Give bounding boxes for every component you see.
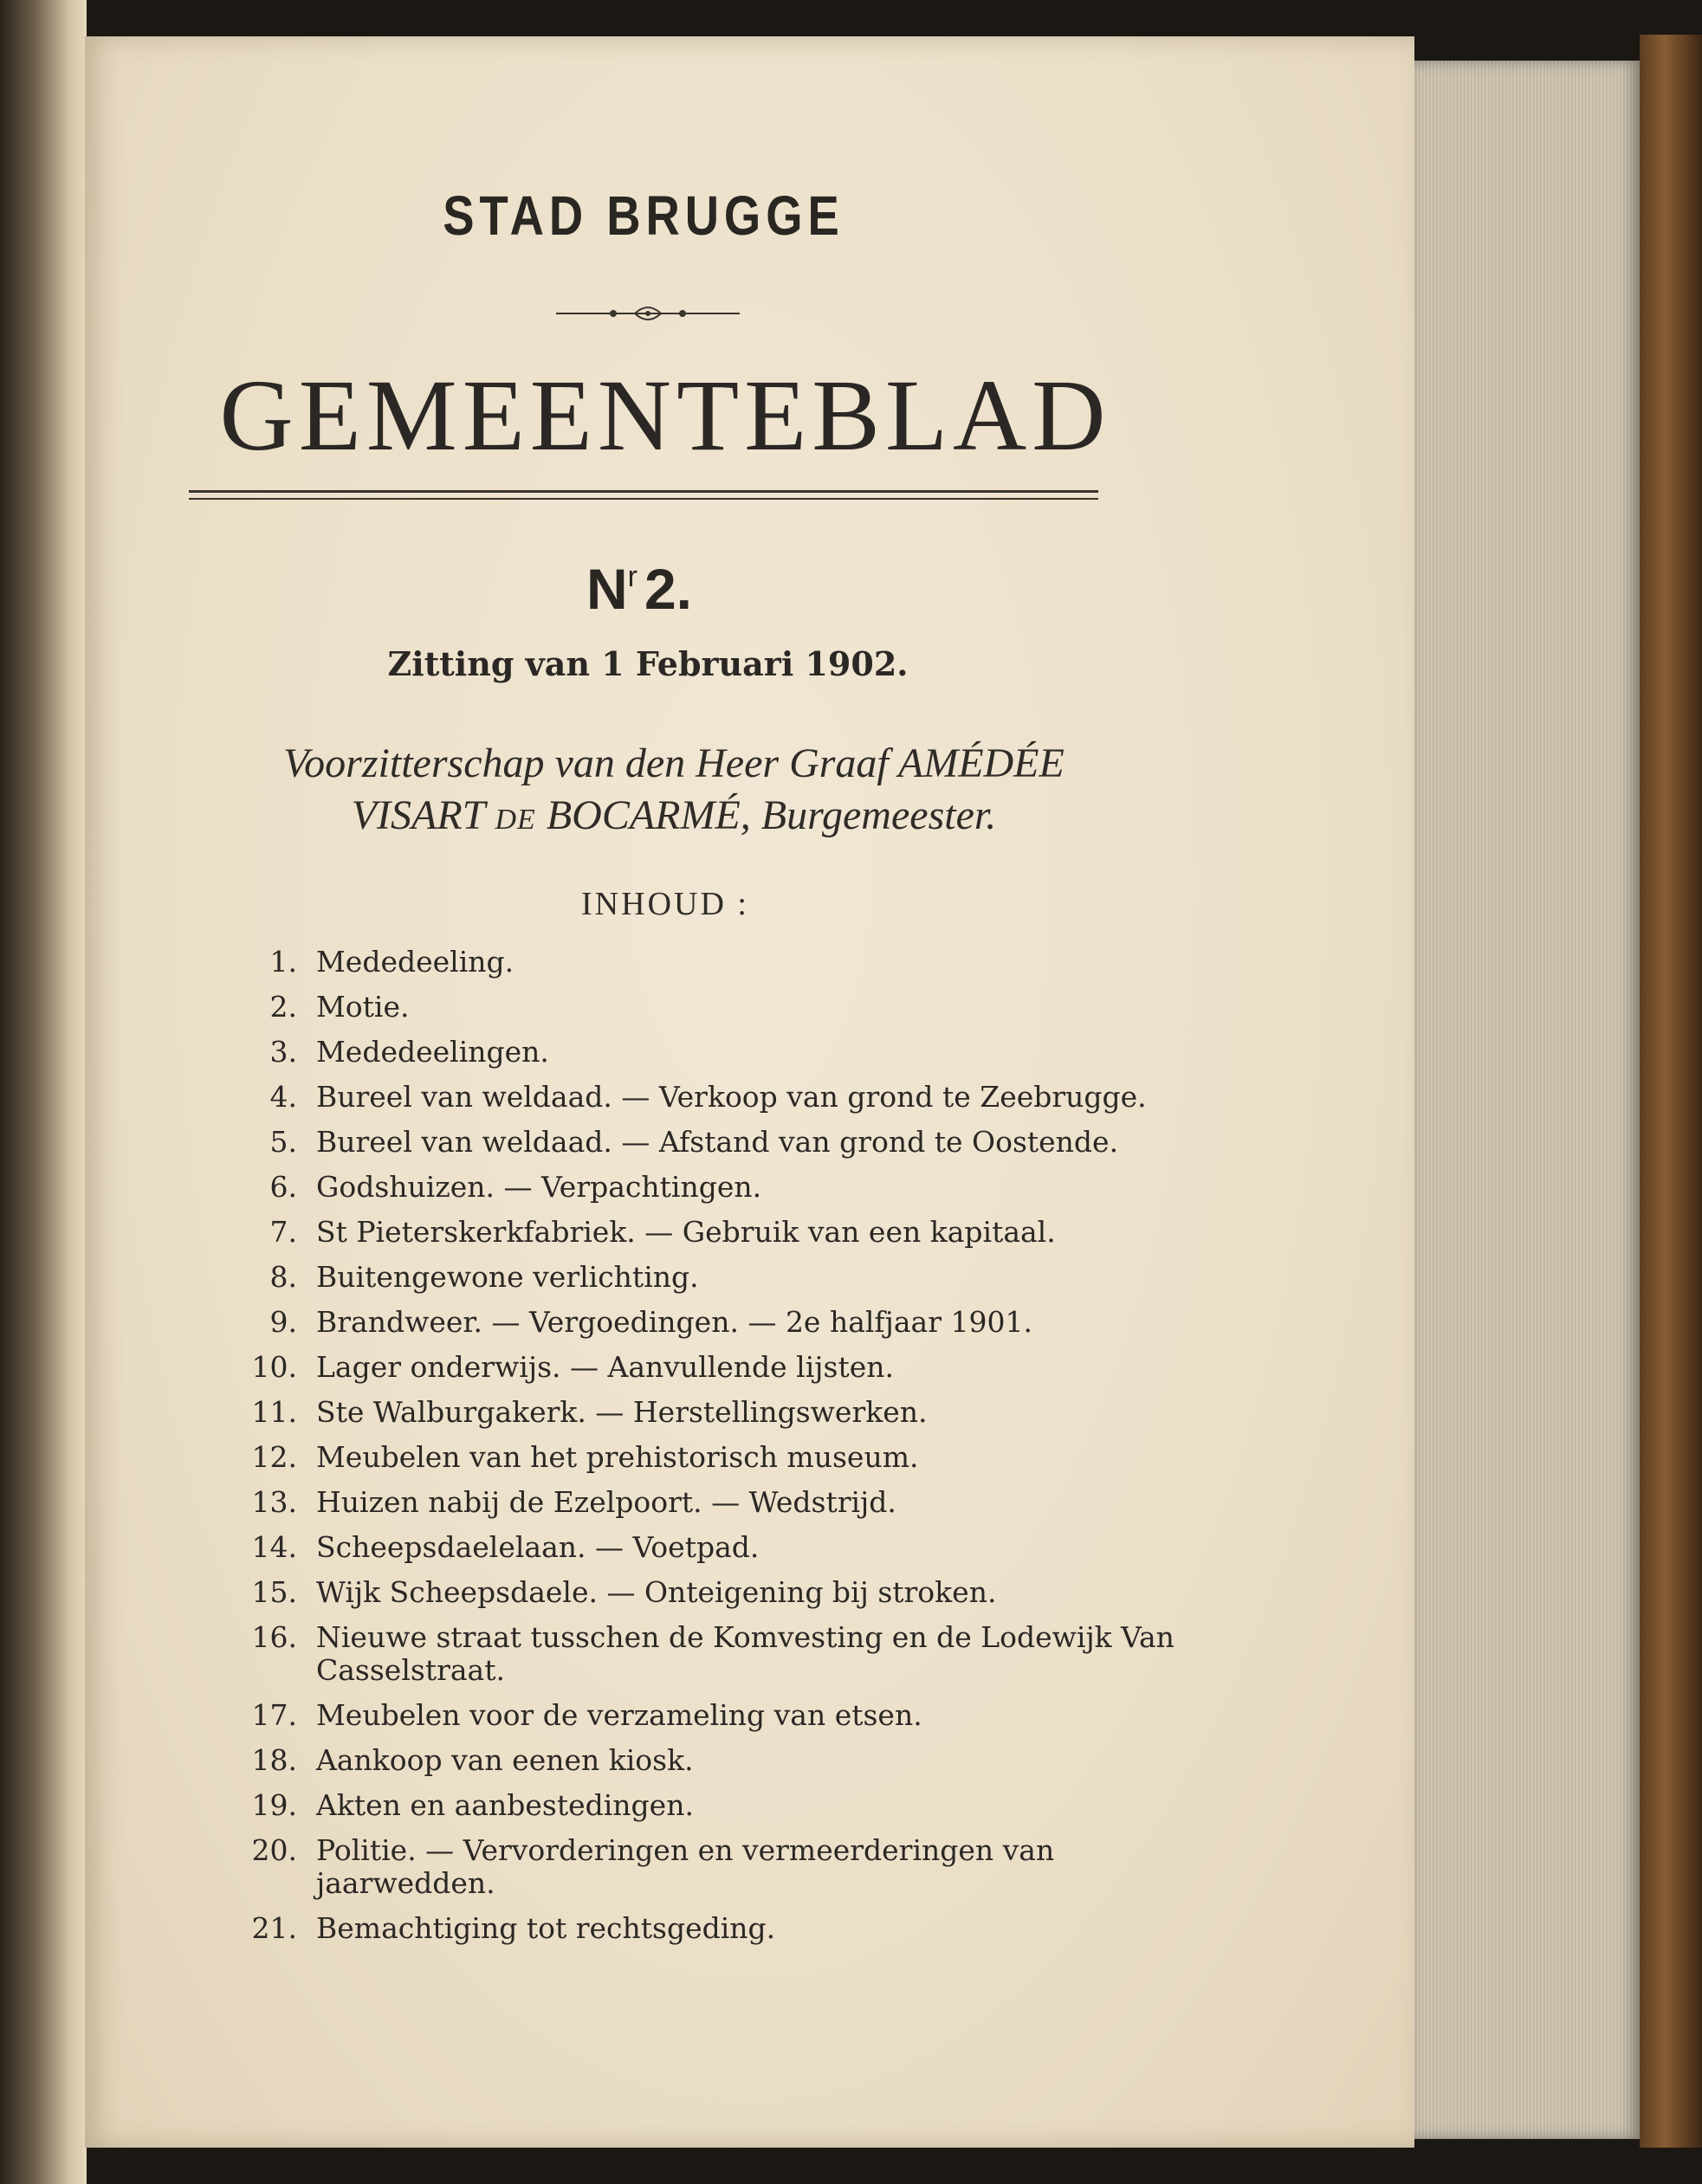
ornament-divider-icon: [553, 296, 743, 331]
toc-item: [249, 1081, 1185, 1114]
issue-number: [85, 556, 1194, 622]
toc-item: [249, 1744, 1185, 1777]
toc-item-number: 11.: [251, 1395, 297, 1429]
toc-item-text: Scheepsdaelelaan. — Voetpad.: [316, 1530, 760, 1564]
chair-name-b: BOCARMÉ,: [546, 792, 751, 838]
toc-item-number: 10.: [251, 1350, 297, 1384]
toc-item-text: St Pieterskerkfabriek. — Gebruik van een kapitaal.: [316, 1215, 1056, 1249]
page-edges: [1414, 61, 1640, 2139]
toc-item: [249, 1036, 1185, 1069]
title-rule: [189, 498, 1098, 500]
toc-item-number: 2.: [269, 990, 297, 1024]
toc-item: [249, 991, 1185, 1024]
toc-item-text: Lager onderwijs. — Aanvullende lijsten.: [316, 1350, 894, 1384]
toc-item-number: 16.: [251, 1620, 297, 1654]
toc-item-text: Politie. — Vervorderingen en vermeerderingen van jaarwedden.: [316, 1833, 1055, 1900]
toc-item-number: 19.: [251, 1788, 297, 1822]
toc-item-text: Bureel van weldaad. — Afstand van grond te Oostende.: [316, 1125, 1119, 1159]
toc-item-text: Godshuizen. — Verpachtingen.: [316, 1170, 762, 1204]
session-date: Zitting van 1 Februari 1902.: [387, 644, 909, 683]
toc-item-number: 5.: [269, 1125, 297, 1159]
toc-item-number: 17.: [251, 1698, 297, 1732]
issue-number-sup: r: [627, 560, 637, 593]
issue-number-prefix: N: [586, 557, 628, 621]
city-heading: STAD BRUGGE: [443, 184, 845, 247]
toc-item: [249, 1171, 1185, 1204]
toc-item-number: 9.: [269, 1305, 297, 1339]
toc-item-number: 18.: [251, 1743, 297, 1777]
toc-item-text: Akten en aanbestedingen.: [316, 1788, 694, 1822]
toc-item: [249, 1351, 1185, 1384]
toc-heading: INHOUD :: [581, 886, 749, 922]
chair-line-1: Voorzitterschap van den Heer Graaf AMÉDÉE: [283, 740, 1065, 786]
toc-item: [249, 1441, 1185, 1474]
toc-item-number: 4.: [269, 1080, 297, 1114]
chair-office: Burgemeester.: [760, 792, 997, 838]
toc-item-number: 7.: [269, 1215, 297, 1249]
toc-item-text: Mededeelingen.: [316, 1035, 549, 1069]
toc-item: [249, 1306, 1185, 1339]
toc-list: [249, 946, 1185, 1957]
issue-number-value: 2.: [644, 557, 693, 621]
toc-item-number: 14.: [251, 1530, 297, 1564]
book-cover-right: [1640, 35, 1702, 2148]
toc-item-text: Meubelen voor de verzameling van etsen.: [316, 1698, 922, 1732]
toc-item-text: Brandweer. — Vergoedingen. — 2e halfjaar 1901.: [316, 1305, 1032, 1339]
toc-item-text: Ste Walburgakerk. — Herstellingswerken.: [316, 1395, 928, 1429]
toc-item-number: 6.: [269, 1170, 297, 1204]
chairmanship: [180, 738, 1168, 846]
toc-item-text: Meubelen van het prehistorisch museum.: [316, 1440, 919, 1474]
page-title: GEMEENTEBLAD: [219, 359, 1111, 472]
chair-name-a: VISART: [351, 792, 485, 838]
toc-item-text: Bemachtiging tot rechtsgeding.: [316, 1911, 776, 1945]
toc-item-number: 21.: [251, 1911, 297, 1945]
toc-item: [249, 1576, 1185, 1609]
chair-name-particle: DE: [495, 804, 536, 836]
book-spine-left: [0, 0, 87, 2184]
toc-item-text: Buitengewone verlichting.: [316, 1260, 699, 1294]
toc-item-text: Motie.: [316, 990, 410, 1024]
toc-item: [249, 946, 1185, 979]
toc-item-number: 1.: [269, 945, 297, 979]
toc-item-text: Nieuwe straat tusschen de Komvesting en de Lodewijk Van Casselstraat.: [316, 1620, 1175, 1687]
toc-item: [249, 1621, 1185, 1687]
document-page: [85, 36, 1414, 2148]
toc-item-number: 3.: [269, 1035, 297, 1069]
toc-item-text: Mededeeling.: [316, 945, 514, 979]
toc-item: [249, 1699, 1185, 1732]
toc-item: [249, 1531, 1185, 1564]
toc-item-number: 15.: [251, 1575, 297, 1609]
chair-line-2: [180, 790, 1168, 846]
toc-item: [249, 1216, 1185, 1249]
toc-item-text: Bureel van weldaad. — Verkoop van grond te Zeebrugge.: [316, 1080, 1147, 1114]
toc-item-text: Wijk Scheepsdaele. — Onteigening bij stroken.: [316, 1575, 997, 1609]
toc-item: [249, 1486, 1185, 1519]
toc-item: [249, 1396, 1185, 1429]
toc-item: [249, 1261, 1185, 1294]
toc-item: [249, 1126, 1185, 1159]
toc-item-number: 12.: [251, 1440, 297, 1474]
toc-item-number: 20.: [251, 1833, 297, 1867]
toc-item-text: Huizen nabij de Ezelpoort. — Wedstrijd.: [316, 1485, 896, 1519]
toc-item: [249, 1789, 1185, 1822]
toc-item: [249, 1834, 1185, 1900]
toc-item: [249, 1912, 1185, 1945]
toc-item-text: Aankoop van eenen kiosk.: [316, 1743, 694, 1777]
title-rule: [189, 490, 1098, 493]
page-content: [85, 36, 1414, 2148]
toc-item-number: 13.: [251, 1485, 297, 1519]
toc-item-number: 8.: [269, 1260, 297, 1294]
